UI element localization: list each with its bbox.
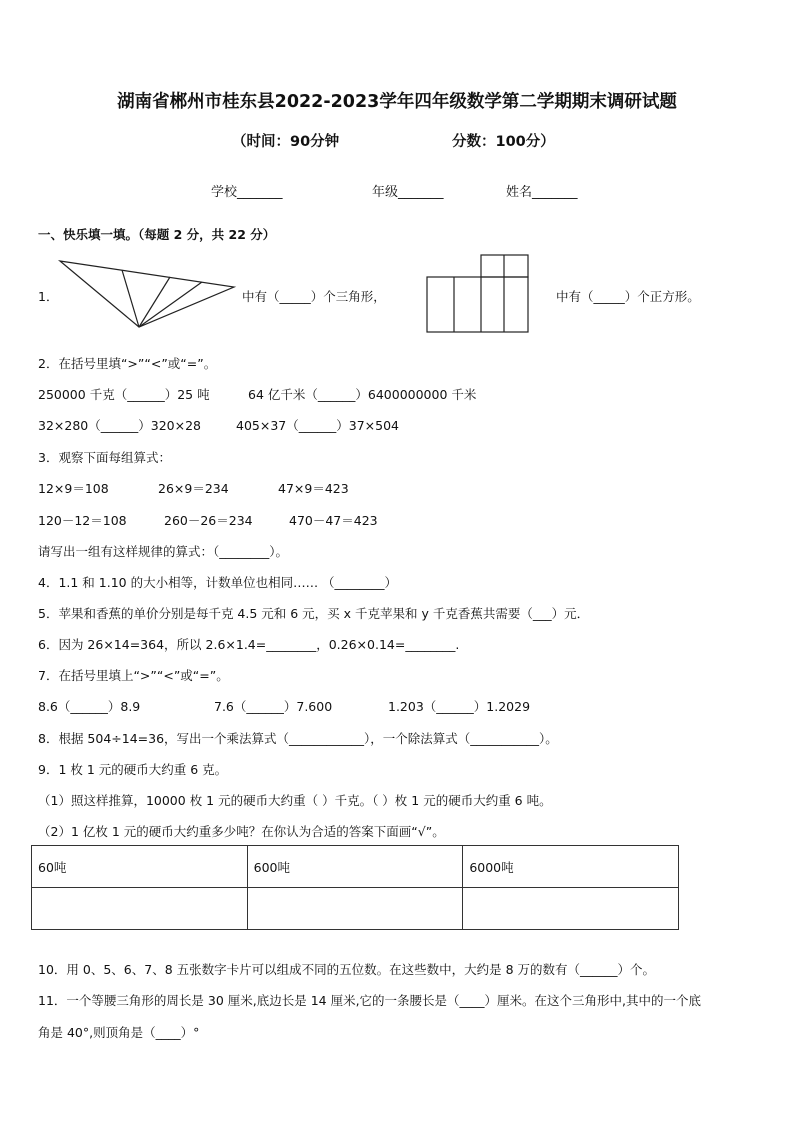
q6: 6．因为 26×14=364，所以 2.6×1.4=________，0.26×0.14=________. (38, 637, 460, 652)
option-600: 600吨 (247, 846, 463, 888)
exam-time: （时间：90分钟 (232, 134, 340, 150)
q7-item-a: 8.6（______）8.9 (38, 699, 141, 714)
q2-item-b: 64 亿千米（______）6400000000 千米 (248, 387, 477, 402)
q3-row1-eq1: 12×9＝108 (38, 481, 109, 496)
triangle-figure (58, 259, 238, 329)
grade-field[interactable]: 年级_______ (372, 185, 444, 200)
exam-score: 分数：100分） (452, 134, 555, 150)
q7-item-c: 1.203（______）1.2029 (388, 699, 531, 714)
q11-line1: 11．一个等腰三角形的周长是 30 厘米,底边长是 14 厘米,它的一条腰长是（____）厘米。在这个三角形中,其中的一个底 (38, 993, 702, 1008)
name-field[interactable]: 姓名_______ (506, 185, 578, 200)
q3-question: 请写出一组有这样规律的算式：（________）。 (38, 544, 289, 559)
exam-title: 湖南省郴州市桂东县2022-2023学年四年级数学第二学期期末调研试题 (117, 92, 677, 112)
q8: 8．根据 504÷14=36，写出一个乘法算式（____________），一个除法算式（___________）。 (38, 731, 558, 746)
q9-answer-table (31, 845, 679, 930)
q7-stem: 7．在括号里填上“>”“<”或“=”。 (38, 668, 229, 683)
q1-square-question: 中有（_____）个正方形。 (556, 289, 700, 304)
answer-table-header-row (32, 846, 679, 888)
q9-part2: （2）1 亿枚 1 元的硬币大约重多少吨？在你认为合适的答案下面画“√”。 (38, 824, 445, 839)
q3-row1-eq3: 47×9＝423 (278, 481, 349, 496)
q5: 5．苹果和香蕉的单价分别是每千克 4.5 元和 6 元，买 x 千克苹果和 y 千克香蕉共需要（___）元． (38, 606, 590, 621)
squares-figure (426, 254, 530, 334)
mark-cell-600[interactable] (247, 888, 463, 930)
option-60: 60吨 (32, 846, 248, 888)
q7-item-b: 7.6（______）7.600 (214, 699, 333, 714)
mark-cell-6000[interactable] (463, 888, 679, 930)
q1-number: 1． (38, 289, 59, 304)
q4: 4．1.1 和 1.10 的大小相等，计数单位也相同…… （________） (38, 575, 398, 590)
q2-item-c: 32×280（______）320×28 (38, 418, 201, 433)
q9-stem: 9．1 枚 1 元的硬币大约重 6 克。 (38, 762, 228, 777)
q3-stem: 3．观察下面每组算式： (38, 450, 171, 465)
school-field[interactable]: 学校_______ (211, 185, 283, 200)
q3-row2-eq1: 120－12＝108 (38, 513, 127, 528)
mark-cell-60[interactable] (32, 888, 248, 930)
q2-stem: 2．在括号里填“>”“<”或“=”。 (38, 356, 217, 371)
answer-table-mark-row (32, 888, 679, 930)
q3-row1-eq2: 26×9＝234 (158, 481, 229, 496)
q2-item-d: 405×37（______）37×504 (236, 418, 399, 433)
section-1-heading: 一、快乐填一填。（每题 2 分，共 22 分） (38, 227, 276, 242)
option-6000: 6000吨 (463, 846, 679, 888)
q3-row2-eq2: 260－26＝234 (164, 513, 253, 528)
q3-row2-eq3: 470－47＝423 (289, 513, 378, 528)
q2-item-a: 250000 千克（______）25 吨 (38, 387, 210, 402)
q9-part1: （1）照这样推算，10000 枚 1 元的硬币大约重（ ）千克。（ ）枚 1 元的硬币大约重 6 吨。 (38, 793, 552, 808)
q11-line2: 角是 40°,则顶角是（____）° (38, 1025, 200, 1040)
q1-triangle-question: 中有（_____）个三角形， (242, 289, 386, 304)
q10: 10．用 0、5、6、7、8 五张数字卡片可以组成不同的五位数。在这些数中，大约是 8 万的数有（______）个。 (38, 962, 656, 977)
